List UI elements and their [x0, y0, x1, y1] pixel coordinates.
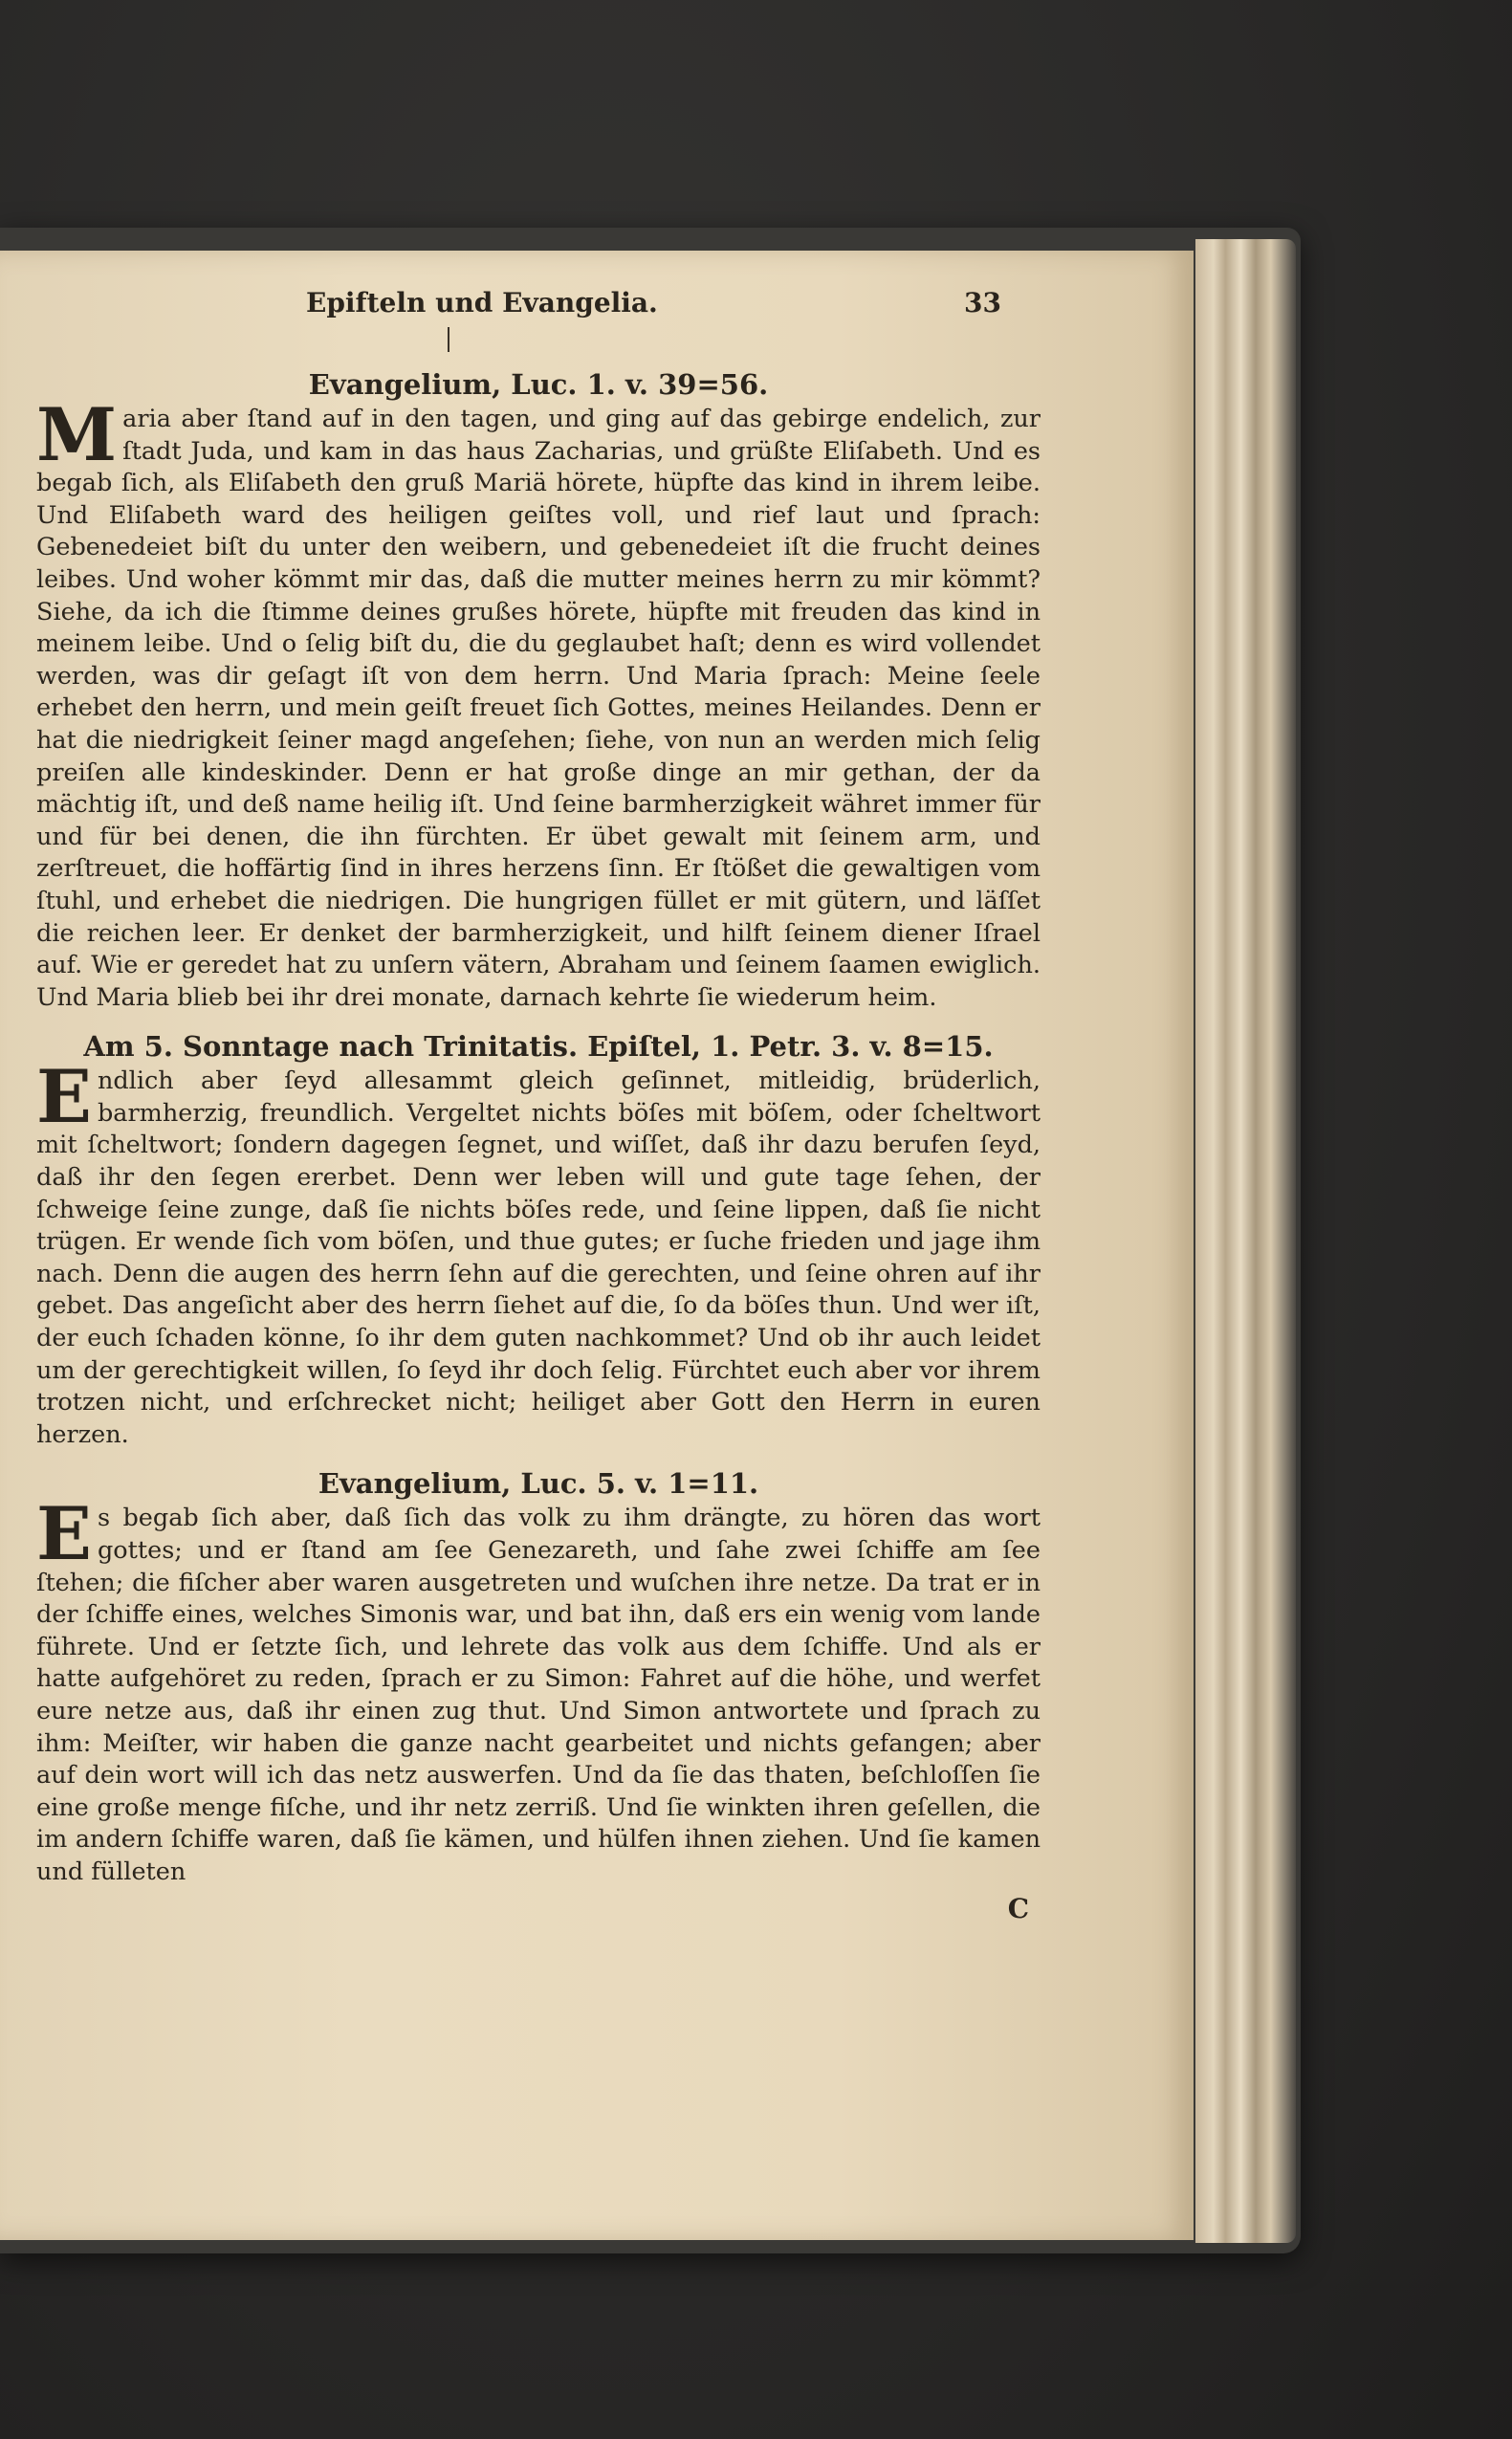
catchword: C — [1007, 1892, 1029, 1924]
paragraph-text: aria aber ſtand auf in den tagen, und ging auf das gebirge endelich, zur ſtadt Juda, und kam in das haus Zacharias, und grüßte Eliſabeth. Und es begab ſich, als Eliſabeth den gruß Mariä hörete, hüpfte das kind in ihrem leibe. Und Eliſabeth ward des heiligen geiſtes voll, und rief laut und ſprach: Gebenedeiet biſt du unter den weibern, und gebenedeiet iſt die frucht deines leibes. Und woher kömmt mir das, daß die mutter meines herrn zu mir kömmt? Siehe, da ich die ſtimme deines grußes hörete, hüpfte mit freuden das kind in meinem leibe. Und o ſelig biſt du, die du geglaubet haſt; denn es wird vollendet werden, was dir geſagt iſt von dem herrn. Und Maria ſprach: Meine ſeele erhebet den herrn, und mein geiſt freuet ſich Gottes, meines Heilandes. Denn er hat die niedrigkeit ſeiner magd angeſehen; ſiehe, von nun an werden mich ſelig preiſen alle kindeskinder. Denn er hat große dinge an mir gethan, der da mächtig iſt, und deß name heilig iſt. Und ſeine barmherzigkeit währet immer für und für bei denen, die ihn fürchten. Er übet gewalt mit ſeinem arm, und zerſtreuet, die hoffärtig ſind in ihres herzens ſinn. Er ſtößet die gewaltigen vom ſtuhl, und erhebet die niedrigen. Die hungrigen füllet er mit gütern, und läſſet die reichen leer. Er denket der barmherzigkeit, und hilft ſeinem diener Iſrael auf. Wie er geredet hat zu unſern vätern, Abraham und ſeinem ſaamen ewiglich. Und Maria blieb bei ihr drei monate, darnach kehrte ſie wiederum heim. — [36, 405, 1041, 1012]
paragraph-text: s begab ſich aber, daß ſich das volk zu ihm drängte, zu hören das wort gottes; und er ſtand am ſee Genezareth, und ſahe zwei ſchiffe am ſee ſtehen; die fiſcher aber waren ausgetreten und wuſchen ihre netze. Da trat er in der ſchiffe eines, welches Simonis war, und bat ihn, daß ers ein wenig vom lande führete. Und er ſetzte ſich, und lehrete das volk aus dem ſchiffe. Und als er hatte aufgehöret zu reden, ſprach er zu Simon: Fahret auf die höhe, und werfet eure netze aus, daß ihr einen zug thut. Und Simon antwortete und ſprach zu ihm: Meiſter, wir haben die ganze nacht gearbeitet und nichts gefangen; aber auf dein wort will ich das netz auswerfen. Und da ſie das thaten, beſchloſſen ſie eine große menge fiſche, und ihr netz zerriß. Und ſie winkten ihren geſellen, die im andern ſchiffe waren, daß ſie kämen, und hülfen ihnen ziehen. Und ſie kamen und fülleten — [36, 1504, 1041, 1886]
section-heading-epistle-peter: Am 5. Sonntage nach Trinitatis. Epiſtel, 1. Petr. 3. v. 8=15. — [83, 1030, 994, 1064]
section-body-gospel-luke-1 — [36, 392, 1041, 1014]
section-heading-gospel-luke-5: Evangelium, Luc. 5. v. 1=11. — [318, 1467, 759, 1501]
section-body-gospel-luke-5 — [36, 1491, 1041, 1888]
page-edges — [1195, 239, 1296, 2243]
section-body-epistle-peter — [36, 1054, 1041, 1451]
text-column — [36, 362, 1041, 1925]
drop-cap: E — [36, 1054, 92, 1140]
section-heading-gospel-luke-1: Evangelium, Luc. 1. v. 39=56. — [308, 368, 769, 401]
page-number: 33 — [964, 287, 1001, 319]
running-head-title: Epifteln und Evangelia. — [306, 287, 658, 319]
paragraph-text: ndlich aber ſeyd allesammt gleich geſinnet, mitleidig, brüderlich, barmherzig, freundlich. Vergeltet nichts böſes mit böſem, oder ſcheltwort mit ſcheltwort; ſondern dagegen ſegnet, und wiſſet, daß ihr dazu berufen ſeyd, daß ihr den ſegen ererbet. Denn wer leben will und gute tage ſehen, der ſchweige ſeine zunge, daß ſie nichts böſes rede, und ſeine lippen, daß ſie nicht trügen. Er wende ſich vom böſen, und thue gutes; er ſuche frieden und jage ihm nach. Denn die augen des herrn ſehn auf die gerechten, und ſeine ohren auf ihr gebet. Das angeſicht aber des herrn ſiehet auf die, ſo da böſes thun. Und wer iſt, der euch ſchaden könne, ſo ihr dem guten nachkommet? Und ob ihr auch leidet um der gerechtigkeit willen, ſo ſeyd ihr doch ſelig. Fürchtet euch aber vor ihrem trotzen nicht, und erſchrecket nicht; heiliget aber Gott den Herrn in euren herzen. — [36, 1066, 1041, 1449]
marginal-mark — [448, 327, 449, 352]
drop-cap: E — [36, 1491, 92, 1577]
drop-cap: M — [36, 392, 118, 477]
